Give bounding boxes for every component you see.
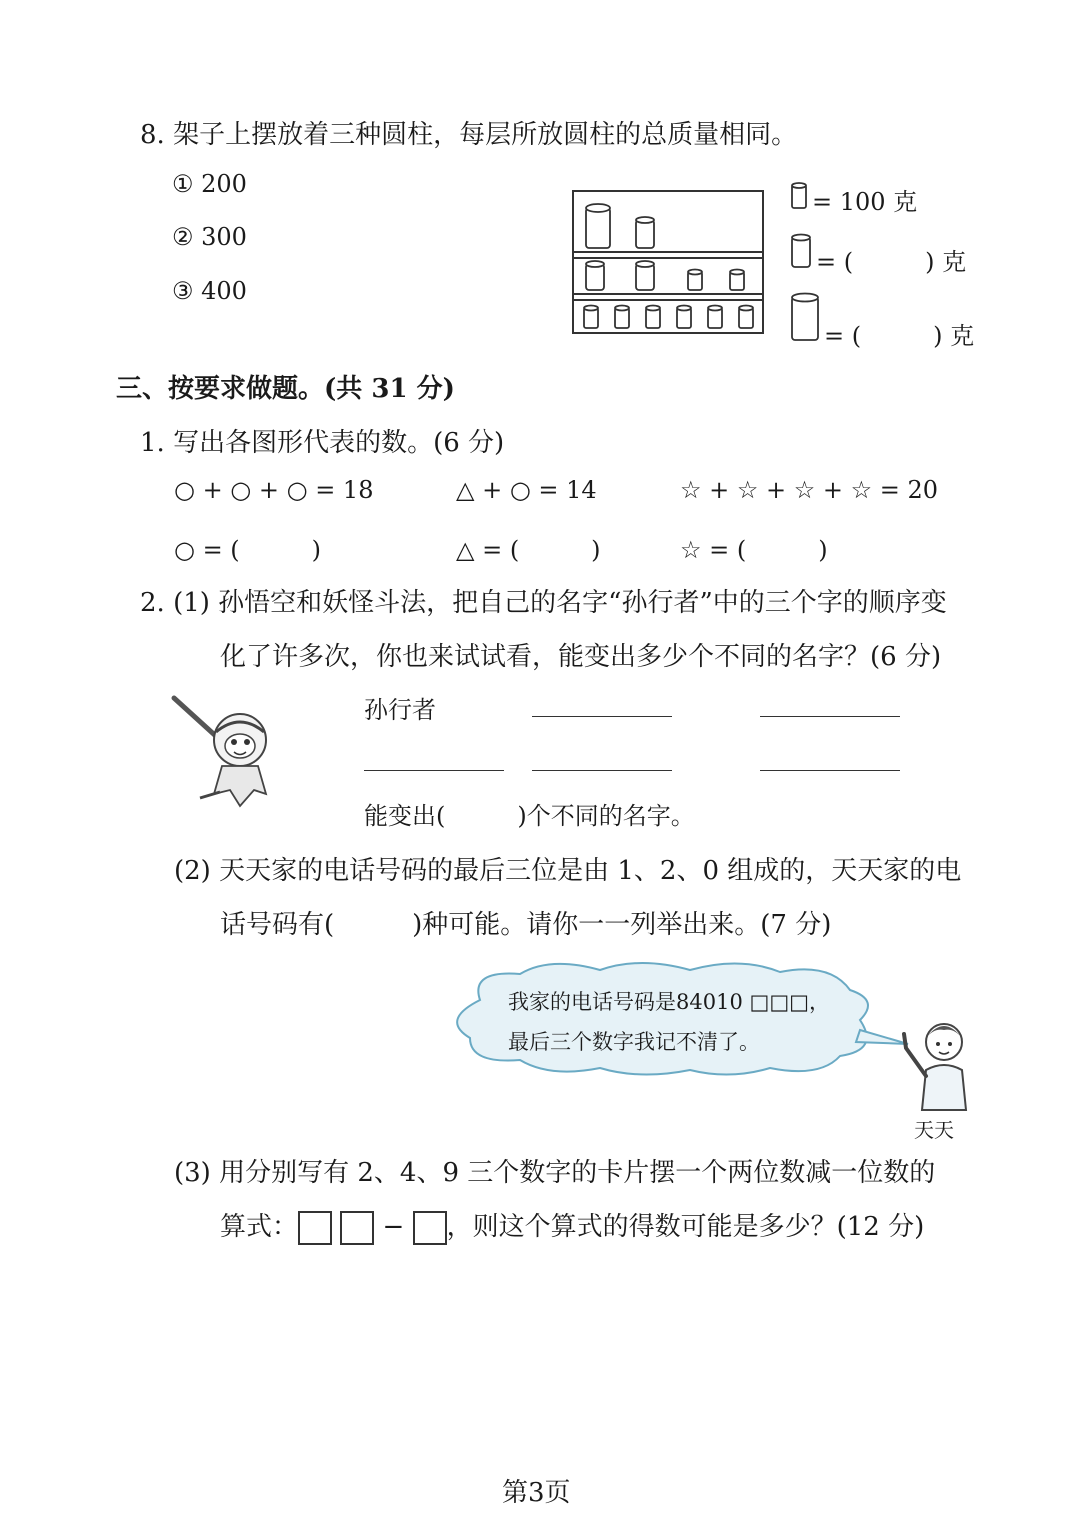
page-number: 第3页: [502, 1478, 571, 1508]
small-cylinder-icon: [790, 182, 808, 210]
name-answer-line[interactable]: [760, 770, 900, 771]
q2-part2-line2: 话号码有( )种可能。请你一一列举出来。(7 分): [220, 910, 832, 940]
q1-answer-circle: ○ = ( ): [174, 536, 322, 564]
large-cylinder-icon: [586, 204, 610, 248]
q2-count-line: 能变出( )个不同的名字。: [364, 802, 695, 830]
minus-sign: −: [382, 1212, 405, 1242]
medium-cylinder-icon: [636, 261, 654, 290]
medium-cylinder-icon: [586, 261, 604, 290]
q8-option-2: ② 300: [172, 223, 247, 251]
name-answer-line[interactable]: [364, 770, 504, 771]
q1-answer-triangle: △ = ( ): [456, 536, 601, 564]
speech-bubble-line1: 我家的电话号码是84010 □□□，: [508, 990, 831, 1014]
small-cylinder-icon: [708, 306, 722, 329]
digit-card-box[interactable]: [298, 1211, 332, 1245]
legend-small-value: = 100 克: [812, 188, 918, 216]
cylinder-shelf-figure: [572, 190, 772, 340]
small-cylinder-icon: [739, 306, 753, 329]
legend-large-value: = ( ) 克: [824, 322, 975, 350]
medium-cylinder-icon: [790, 233, 812, 269]
name-answer-line[interactable]: [760, 716, 900, 717]
q1-title: 1. 写出各图形代表的数。(6 分): [140, 428, 505, 458]
q1-answer-star: ☆ = ( ): [680, 536, 828, 564]
digit-card-box[interactable]: [340, 1211, 374, 1245]
q2-part3-line2: [220, 1206, 924, 1245]
q8-option-3: ③ 400: [172, 277, 247, 305]
section-heading: 三、按要求做题。(共 31 分): [116, 374, 455, 404]
q1-equation-star: ☆ + ☆ + ☆ + ☆ = 20: [680, 476, 939, 504]
q2-part3-suffix: ，则这个算式的得数可能是多少？(12 分): [446, 1212, 925, 1242]
q2-part2-line1: (2) 天天家的电话号码的最后三位是由 1、2、0 组成的，天天家的电: [174, 856, 962, 886]
speaker-label: 天天: [914, 1118, 954, 1142]
monkey-king-illustration: [170, 694, 290, 814]
small-cylinder-icon: [584, 306, 598, 329]
q1-equation-triangle: △ + ○ = 14: [456, 476, 597, 504]
small-cylinder-icon: [646, 306, 660, 329]
tiantian-character-illustration: [898, 1014, 978, 1114]
large-cylinder-icon: [790, 292, 820, 342]
name-answer-line[interactable]: [532, 770, 672, 771]
legend-medium-value: = ( ) 克: [816, 248, 967, 276]
small-cylinder-icon: [615, 306, 629, 329]
small-cylinder-icon: [730, 270, 744, 291]
q8-title: 8. 架子上摆放着三种圆柱，每层所放圆柱的总质量相同。: [140, 120, 798, 150]
speech-cloud: [440, 960, 920, 1080]
small-cylinder-icon: [688, 270, 702, 291]
q2-example-name: 孙行者: [364, 696, 436, 724]
q2-part3-line1: (3) 用分别写有 2、4、9 三个数字的卡片摆一个两位数减一位数的: [174, 1158, 936, 1188]
q2-part1-line1: 2. (1) 孙悟空和妖怪斗法，把自己的名字“孙行者”中的三个字的顺序变: [140, 588, 947, 618]
q1-equation-circle: ○ + ○ + ○ = 18: [174, 476, 374, 504]
q2-part1-line2: 化了许多次，你也来试试看，能变出多少个不同的名字？(6 分): [220, 642, 942, 672]
q2-part3-prefix: 算式：: [220, 1212, 299, 1242]
small-cylinder-icon: [677, 306, 691, 329]
medium-cylinder-icon: [636, 217, 654, 248]
name-answer-line[interactable]: [532, 716, 672, 717]
digit-card-box[interactable]: [413, 1211, 447, 1245]
speech-bubble-line2: 最后三个数字我记不清了。: [508, 1030, 760, 1054]
q8-option-1: ① 200: [172, 170, 247, 198]
